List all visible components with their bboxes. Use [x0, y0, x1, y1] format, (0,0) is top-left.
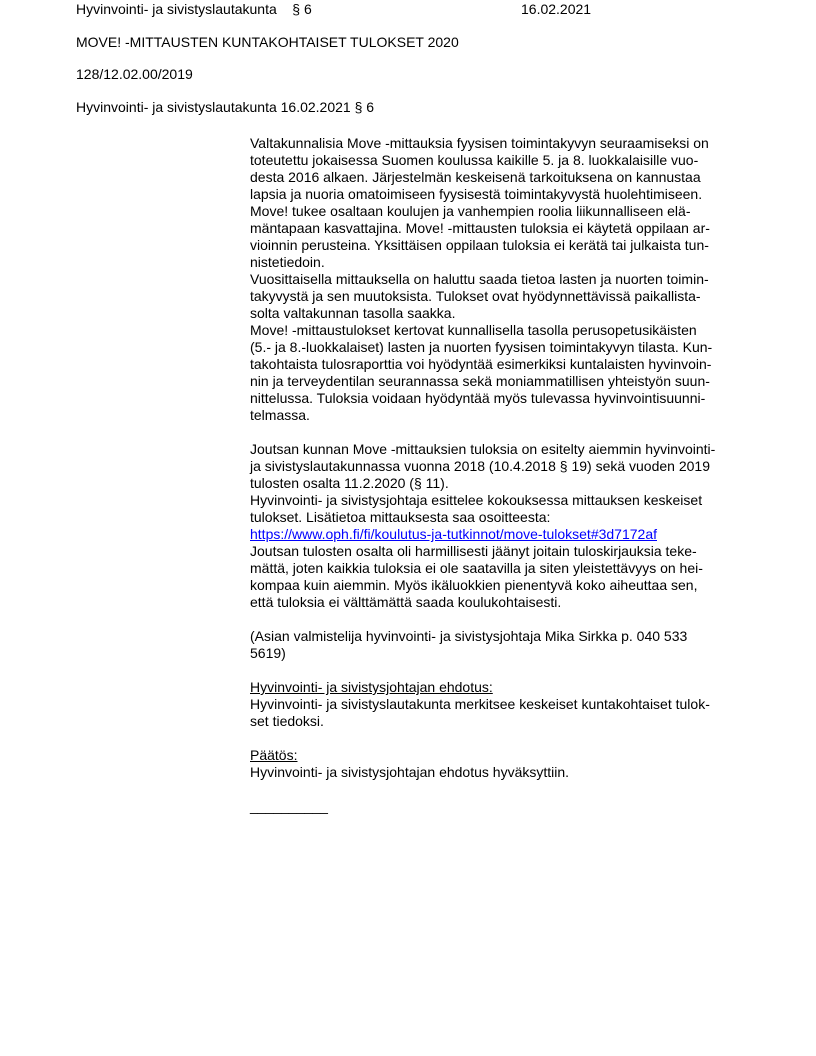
body-line: desta 2016 alkaen. Järjestelmän keskeisenä tarkoituksena on kannustaa [250, 169, 701, 185]
body-line: ja sivistyslautakunnassa vuonna 2018 (10.4.2018 § 19) sekä vuoden 2019 [250, 458, 710, 474]
body-line: kompaa kuin aiemmin. Myös ikäluokkien pienentyvä koko aiheuttaa sen, [250, 577, 698, 593]
body-line [250, 730, 750, 747]
body-line [250, 662, 750, 679]
body-line: vioinnin perusteina. Yksittäisen oppilaan tuloksia ei kerätä tai julkaista tun- [250, 237, 709, 253]
body-line: __________ [250, 798, 328, 814]
body-line [250, 424, 750, 441]
body-line: Hyvinvointi- ja sivistyslautakunta merkitsee keskeiset kuntakohtaiset tulok- [250, 696, 710, 712]
body-line: 5619) [250, 645, 286, 661]
body-line: Joutsan kunnan Move -mittauksien tuloksia on esitelty aiemmin hyvinvointi- [250, 441, 716, 457]
reference-number: 128/12.02.00/2019 [76, 66, 193, 82]
body-line: tulokset. Lisätietoa mittauksesta saa osoitteesta: [250, 509, 551, 525]
body-line: (Asian valmistelija hyvinvointi- ja sivistysjohtaja Mika Sirkka p. 040 533 [250, 628, 688, 644]
body-line: tulosten osalta 11.2.2020 (§ 11). [250, 475, 449, 491]
body-line: solta valtakunnan tasolla saakka. [250, 305, 456, 321]
document-body [250, 135, 750, 815]
body-line: lapsia ja nuoria omatoimiseen fyysisestä toimintakyvystä huolehtimiseen. [250, 186, 703, 202]
body-line [250, 611, 750, 628]
body-line: takyvystä ja sen muutoksista. Tulokset ovat hyödynnettävissä paikallista- [250, 288, 701, 304]
header-date: 16.02.2021 [521, 1, 592, 17]
body-line: nin ja terveydentilan seurannassa sekä moniammatillisen yhteistyön suun- [250, 373, 710, 389]
body-line: nittelussa. Tuloksia voidaan hyödyntää myös tulevassa hyvinvointisuunni- [250, 390, 706, 406]
section-heading: Päätös: [250, 747, 298, 763]
body-line: että tuloksia ei välttämättä saada koulukohtaisesti. [250, 594, 562, 610]
body-line: takohtaista tulosraporttia voi hyödyntää esimerkiksi kuntalaisten hyvinvoin- [250, 356, 712, 372]
section-heading: Hyvinvointi- ja sivistysjohtajan ehdotus: [250, 679, 493, 695]
body-line: toteutettu jokaisessa Suomen koulussa kaikille 5. ja 8. luokkalaisille vuo- [250, 152, 699, 168]
body-line: mättä, joten kaikkia tuloksia ei ole saatavilla ja siten yleistettävyys on hei- [250, 560, 703, 576]
body-line: Vuosittaisella mittauksella on haluttu saada tietoa lasten ja nuorten toimin- [250, 271, 709, 287]
body-line: telmassa. [250, 407, 310, 423]
body-line: (5.- ja 8.-luokkalaiset) lasten ja nuorten fyysisen toimintakyvyn tilasta. Kun- [250, 339, 713, 355]
body-line: Move! tukee osaltaan koulujen ja vanhempien roolia liikunnalliseen elä- [250, 203, 691, 219]
body-line: Hyvinvointi- ja sivistysjohtaja esittelee kokouksessa mittauksen keskeiset [250, 492, 703, 508]
body-line [250, 781, 750, 798]
body-line: Joutsan tulosten osalta oli harmillisesti jäänyt joitain tuloskirjauksia teke- [250, 543, 697, 559]
meeting-line: Hyvinvointi- ja sivistyslautakunta 16.02.2021 § 6 [76, 99, 375, 115]
body-line: Hyvinvointi- ja sivistysjohtajan ehdotus hyväksyttiin. [250, 764, 570, 780]
body-line: Move! -mittaustulokset kertovat kunnallisella tasolla perusopetusikäisten [250, 322, 697, 338]
body-line: mäntapaan kasvattajina. Move! -mittausten tuloksia ei käytetä oppilaan ar- [250, 220, 710, 236]
document-title: MOVE! -MITTAUSTEN KUNTAKOHTAISET TULOKSET 2020 [76, 34, 459, 50]
body-line: Valtakunnalisia Move -mittauksia fyysisen toimintakyvyn seuraamiseksi on [250, 135, 709, 151]
body-line: set tiedoksi. [250, 713, 324, 729]
body-line: nistetiedoin. [250, 254, 325, 270]
info-link[interactable]: https://www.oph.fi/fi/koulutus-ja-tutkinnot/move-tulokset#3d7172af [250, 526, 657, 542]
header-board-section: Hyvinvointi- ja sivistyslautakunta § 6 [76, 1, 312, 17]
